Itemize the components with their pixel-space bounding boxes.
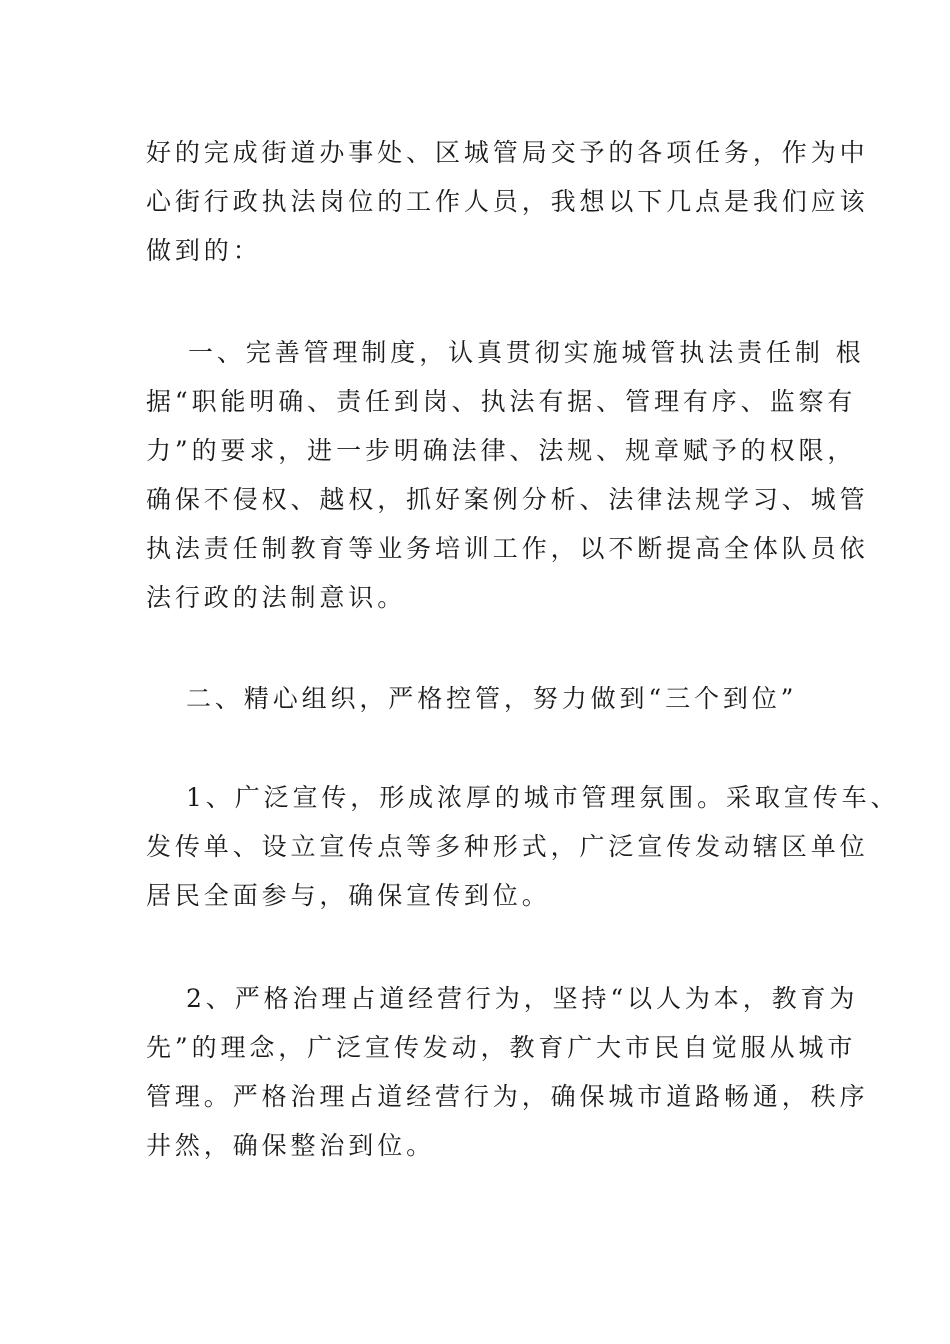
paragraph-section-two bbox=[146, 674, 846, 723]
text-line: 二、精心组织，严格控管，努力做到“三个到位” bbox=[186, 684, 798, 713]
text-line: 居民全面参与，确保宣传到位。 bbox=[146, 881, 551, 910]
text-line: 做到的： bbox=[146, 236, 262, 265]
text-line: 力”的要求，进一步明确法律、法规、规章赋予的权限， bbox=[146, 436, 857, 465]
paragraph-item-two bbox=[146, 974, 869, 1170]
text-line: 好的完成街道办事处、区城管局交予的各项任务，作为中 bbox=[146, 138, 869, 167]
text-line: 心街行政执法岗位的工作人员，我想以下几点是我们应该 bbox=[146, 187, 869, 216]
text-line: 确保不侵权、越权，抓好案例分析、法律法规学习、城管 bbox=[146, 485, 869, 514]
paragraph-item-one bbox=[146, 773, 900, 920]
text-line: 一、完善管理制度，认真贯彻实施城管执法责任制 根 bbox=[188, 338, 865, 367]
text-line: 执法责任制教育等业务培训工作，以不断提高全体队员依 bbox=[146, 534, 869, 563]
text-line: 据“职能明确、责任到岗、执法有据、管理有序、监察有 bbox=[146, 387, 857, 416]
text-line: 井然，确保整治到位。 bbox=[146, 1131, 436, 1160]
text-line: 先”的理念，广泛宣传发动，教育广大市民自觉服从城市 bbox=[146, 1033, 857, 1062]
paragraph-intro bbox=[146, 128, 869, 275]
text-line: 法行政的法制意识。 bbox=[146, 583, 407, 612]
text-line: 2、严格治理占道经营行为，坚持“以人为本，教育为 bbox=[186, 984, 859, 1013]
text-line: 管理。严格治理占道经营行为，确保城市道路畅通，秩序 bbox=[146, 1082, 869, 1111]
text-line: 1、广泛宣传，形成浓厚的城市管理氛围。采取宣传车、 bbox=[186, 783, 900, 812]
paragraph-section-one bbox=[146, 328, 869, 622]
text-line: 发传单、设立宣传点等多种形式，广泛宣传发动辖区单位 bbox=[146, 832, 869, 861]
